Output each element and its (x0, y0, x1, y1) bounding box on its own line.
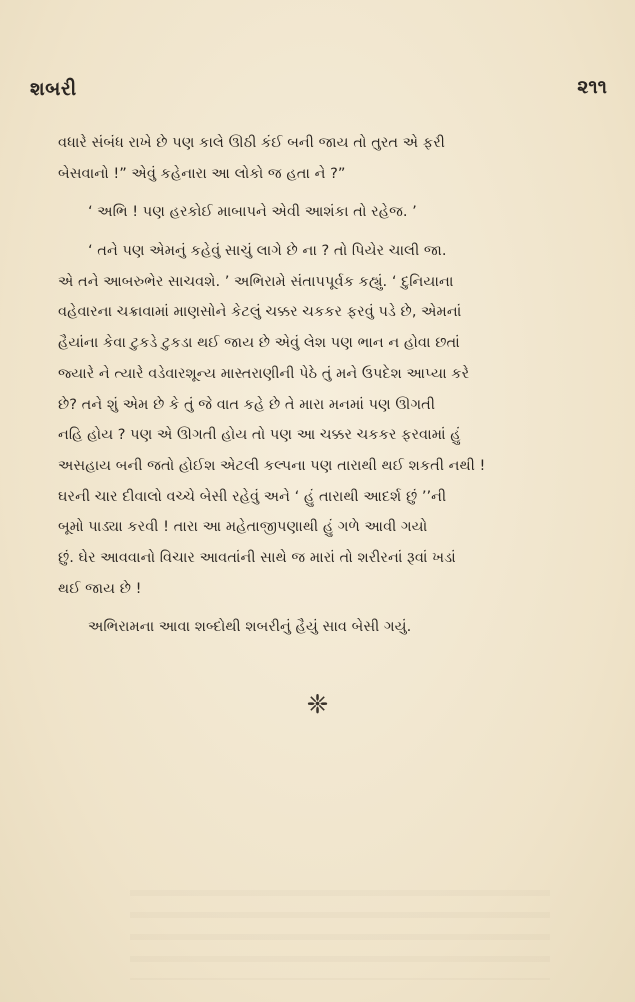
text-line: અભિરામના આવા શબ્દોથી શબરીનું હૈયું સાવ બેસી ગયું. (88, 618, 412, 636)
page-number: ૨૧૧ (577, 76, 607, 98)
ornament-icon: ❈ (306, 690, 329, 720)
body-text (58, 128, 598, 643)
text-line: થઈ જાય છે ! (58, 579, 142, 597)
text-line: એ તને આબરુભેર સાચવશે. ’ અભિરામે સંતાપપૂર્વક કહ્યું. ‘ દુનિયાના (58, 272, 454, 290)
text-line: ‘ અભિ ! પણ હરકોઈ માબાપને એવી આશંકા તો રહેજ. ’ (88, 203, 417, 221)
text-line: અસહાય બની જતો હોઈશ એટલી કલ્પના પણ તારાથી થઈ શકતી નથી ! (58, 456, 486, 474)
text-line: બૂમો પાડ્યા કરવી ! તારા આ મહેતાજીપણાથી હું ગળે આવી ગયો (58, 518, 428, 536)
show-through-text (130, 890, 550, 980)
text-line: છે? તને શું એમ છે કે તું જે વાત કહે છે તે મારા મનમાં પણ ઊગતી (58, 395, 435, 413)
text-line: નહિ હોય ? પણ એ ઊગતી હોય તો પણ આ ચક્કર ચકકર ફરવામાં હું (58, 426, 461, 444)
text-line: બેસવાનો !” એવું કહેનારા આ લોકો જ હતા ને ?” (58, 164, 346, 182)
text-line: વધારે સંબંધ રાખે છે પણ કાલે ઊઠી કંઈ બની જાય તો તુરત એ ફરી (58, 134, 445, 151)
text-line: હૈયાંના કેવા ટુકડે ટુકડા થઈ જાય છે એવું લેશ પણ ભાન ન હોવા છતાં (58, 334, 460, 352)
text-line: છું. ઘેર આવવાનો વિચાર આવતાંની સાથે જ મારાં તો શરીરનાં રૂવાં ખડાં (58, 548, 456, 566)
page-header (30, 78, 607, 108)
text-line: ‘ તને પણ એમનું કહેવું સાચું લાગે છે ના ? તો પિયેર ચાલી જા. (88, 242, 447, 260)
text-line: વહેવારના ચક્રાવામાં માણસોને કેટલું ચક્કર ચકકર ફરવું પડે છે, એમનાં (58, 303, 462, 321)
text-line: જ્યારે ને ત્યારે વડેવારશૂન્ય માસ્તરાણીની પેઠે તું મને ઉપદેશ આપ્યા કરે (58, 364, 470, 382)
text-line: ઘરની ચાર દીવાલો વચ્ચે બેસી રહેવું અને ‘ હું તારાથી આદર્શ છું ’’ની (58, 487, 447, 505)
running-title: શબરી (30, 78, 77, 100)
